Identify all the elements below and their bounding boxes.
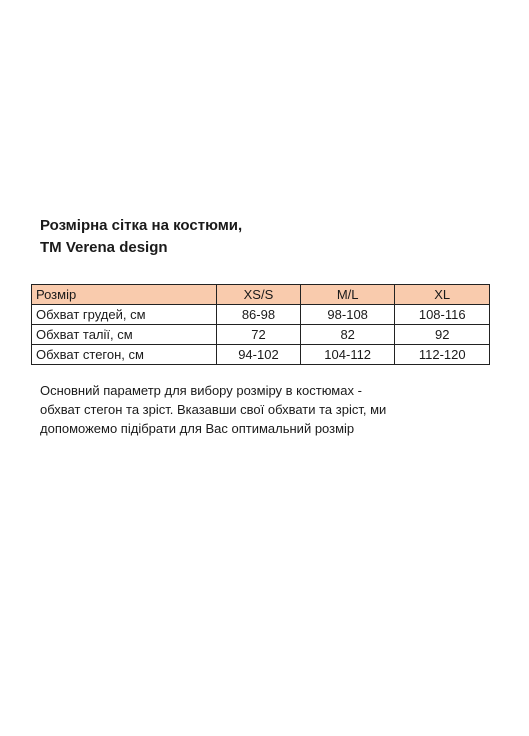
header-label-cell: Розмір: [32, 285, 217, 305]
description-line: Основний параметр для вибору розміру в костюмах -: [40, 383, 362, 398]
description-paragraph: [40, 381, 500, 438]
table-header-row: [32, 285, 490, 305]
table-cell: 82: [300, 325, 395, 345]
table-cell: 112-120: [395, 345, 490, 365]
row-label-hips: Обхват стегон, см: [32, 345, 217, 365]
header-size-xs-s: XS/S: [217, 285, 301, 305]
description-line: допоможемо підібрати для Вас оптимальний розмір: [40, 421, 355, 436]
size-chart-table: [31, 284, 490, 365]
header-size-m-l: M/L: [300, 285, 395, 305]
row-label-waist: Обхват талії, см: [32, 325, 217, 345]
table-cell: 108-116: [395, 305, 490, 325]
table-cell: 86-98: [217, 305, 301, 325]
title-line-2: TM Verena design: [40, 239, 168, 256]
header-size-xl: XL: [395, 285, 490, 305]
table-row: [32, 345, 490, 365]
table-cell: 72: [217, 325, 301, 345]
table-row: [32, 325, 490, 345]
description-line: обхват стегон та зріст. Вказавши свої обхвати та зріст, ми: [40, 402, 387, 417]
row-label-chest: Обхват грудей, см: [32, 305, 217, 325]
table-cell: 98-108: [300, 305, 395, 325]
document-title: [40, 215, 242, 259]
table-cell: 92: [395, 325, 490, 345]
table-cell: 104-112: [300, 345, 395, 365]
table-cell: 94-102: [217, 345, 301, 365]
table-row: [32, 305, 490, 325]
title-line-1: Розмірна сітка на костюми,: [40, 217, 243, 234]
